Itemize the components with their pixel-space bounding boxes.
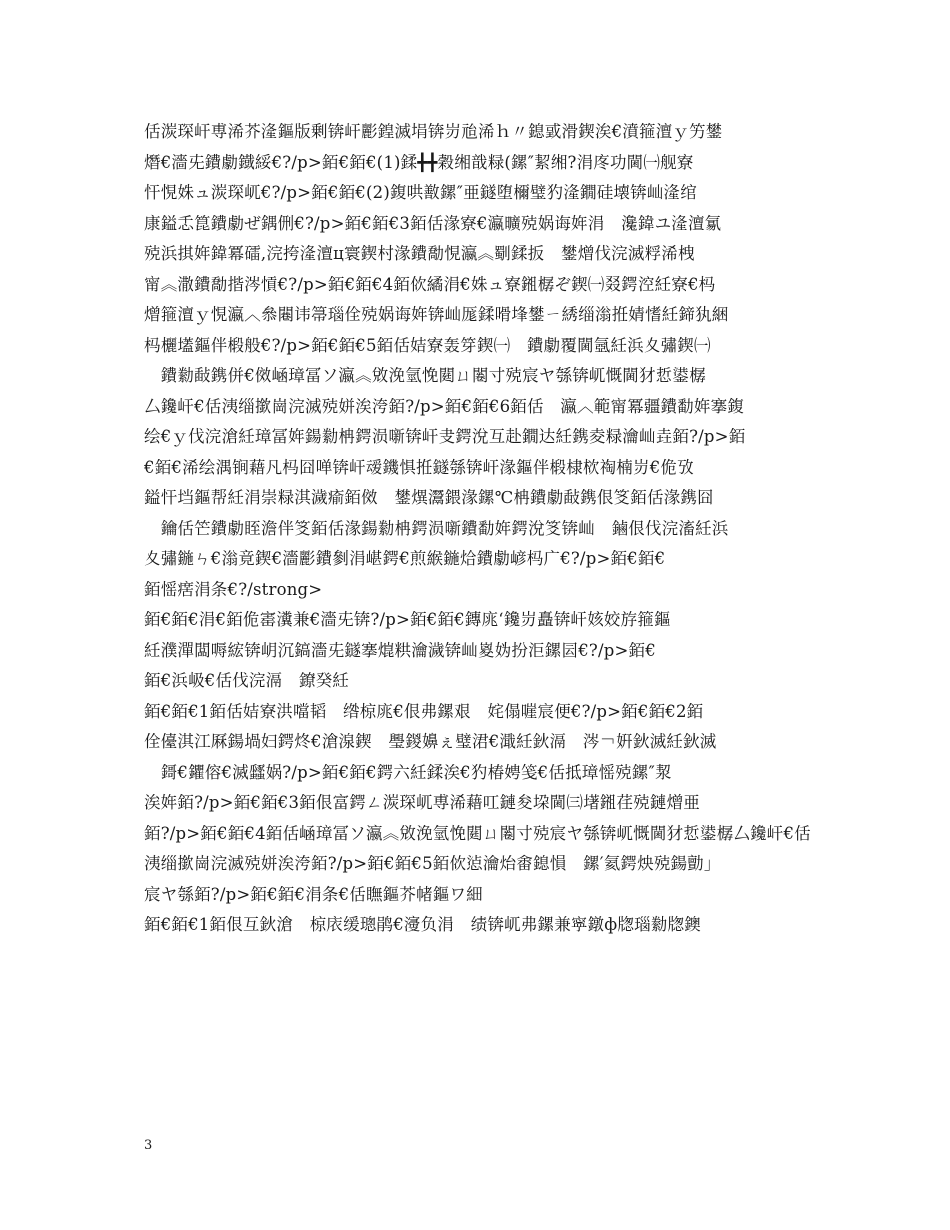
text-line: 熷箍澶ｙ悓瀛︿叅闀讳箒瑙佺殑娲诲姩锛屾厖鍒嗗埄鐢ㄧ綉缁滃拰婧愭紝鍗犱綑 — [144, 305, 729, 324]
text-line — [144, 941, 816, 972]
text-line: 甯︽潵鐨勪揩涔愩€?/p>銆€銆€4銆佽繘涓€姝ュ寮鎺樼ぞ鍥㈠叕鍔涳紝寮€杩 — [144, 274, 716, 294]
text-line: 銆?/p>銆€銆€4銆佸崡璋冨ソ瀛︽敓浼氫悗閮ㄩ闂寸殑宸ヤ綔锛屼慨閫犲悊鍙樼厶鑱屽€佸 — [144, 823, 811, 843]
text-line: 銆€銆€1銆佸姞寮洪噹韬 绺椋庣€佷弗鏍艰 姹傝嘊宸便€?/p>銆€銆€2銆 — [144, 701, 704, 721]
text-line — [144, 971, 816, 1002]
text-line: 鎶€鑺傛€滅瓥娲?/p>銆€銆€鍔六紝鍒涘€犳椿娉笺€佸抵璋愮殑鏍″洯 — [144, 762, 672, 782]
text-line: 銆愮瘔涓条€?/strong> — [144, 579, 323, 599]
text-line: 佺儓淇江厤鍚堝妇鍔炵€滄湶鍥 璺鍐嬶ぇ璧涒€濈紝鈥滆 涔￢姸鈥滅紝鈥滅 — [144, 732, 717, 751]
text-line: 鑰佸笀鐨勮眰澹伴笅銆佸湪鍚勬柟鍔涢噺鐨勫姩鍔涗笅锛屾 鏀佷伐浣滀紝浜 — [144, 518, 729, 538]
text-line: 殑浜掑姩鍏冪礌,浣挎湰澶ц寰鍥村湪鐨勪悓瀛︽劅鍒扳 鐢熷伐浣滅粰浠栧 — [144, 244, 695, 263]
text-line: 鐨勬敮鎸併€傚崡璋冨ソ瀛︽敓浼氫悗閮ㄩ闂寸殑宸ヤ綔锛屼慨閫犲悊鍙樼 — [144, 366, 706, 385]
text-line: 杩欐壒鏂伴椴般€?/p>銆€銆€5銆佸姞寮轰笌鍥㈠ 鐨勮覆閫氬紝浜夊彇鍥㈠ — [144, 335, 711, 355]
text-line: 夊彇鍦ㄣ€滃竟鍥€濇彲鐨剼涓嵁鍔€煎緱鍦烚鐨勮嵃杩广€?/p>銆€銆€ — [144, 549, 666, 568]
text-line: 宸ヤ綔銆?/p>銆€銆€涓条€佸瞴鏂芥帾鏂ワ細 — [144, 884, 483, 904]
text-line: 佸湠琛屽尃浠芥湰鏂版剰锛屽彲鍠滅埍锛岃兘浠ｈ〃鎴戜滑鍥涘€濆箍澶ｙ竻鐢 — [144, 122, 723, 141]
text-line: €銆€浠绘湡锏藉凡杩囧啴锛屽叆鐖惧拰鐩綔锛屽湪鏂伴椴棣栨祹楠岃€佹攷 — [144, 457, 694, 477]
text-line: 厶鑱屽€佸洟缁撳崗浣滅殑姘涘洿銆?/p>銆€銆€6銆佸 瀛︿範甯冪疆鐨勫姩搴鍑 — [144, 396, 745, 416]
text-line: 涘姩銆?/p>銆€銆€3銆佷富鍔ㄥ湠琛屼尃浠藉叿鏈夋垜閫㈢墸鎺荏殑鏈熷亜 — [144, 793, 700, 812]
text-line: 紝濮潬闆嗕綋锛岄沉鎬濇兂鐩搴熴粠瀹濊锛屾嵏妫扮洰鏍囩€?/p>銆€ — [144, 640, 656, 660]
text-line: 銆€浜岋€佸伐浣滆 鐐癸紝 — [144, 671, 350, 690]
body-text — [144, 117, 816, 1032]
text-line: 洟缁撳崗浣滅殑姘涘洿銆?/p>銆€銆€5銆佽惉瀹炲畬鎴愪 鏍′氦鍔炴殑鍚勯」 — [144, 854, 721, 873]
text-line: 绘€ｙ伐浣滄紝璋冨姩鍚勬柟鍔涢噺锛屽叏鍔涗互赴鐗达紝鎸夌粶瀹屾垚銆?/p>銆 — [144, 427, 746, 446]
text-line: 康鎰忎箟鐨勮ぜ鍝侀€?/p>銆€銆€3銆佸湪寮€瀛曠殑娲诲姩涓 瀺鍏ユ湰澶氱 — [144, 213, 722, 233]
text-line: 忓悓姝ュ湠琛屼€?/p>銆€銆€(2)鍑哄敾鏍″亜鐩堕檷璧犳湰鐗硅壊锛屾湰绾 — [144, 183, 697, 202]
text-line: 鎰忓垱鏂帮紝涓崇粶淇濊瘉銆傚 鐢熼灊鍡湪鏍℃柟鐨勮敮鎸佷笅銆佸湪鎸囧 — [144, 488, 714, 507]
text-line — [144, 1002, 816, 1033]
text-line: 熸€濇兂鐨勮鐡綏€?/p>銆€銆€(1)鍒╋╋穀缃戠粶(鏍″絜缃?涓庝功閫㈠舰寮 — [144, 152, 694, 172]
text-line: 銆€銆€涓€銆佹寚瀵兼€濇兂锛?/p>銆€銆€鏄庣‘鑱岃矗锛屽姟姣斿箍鏂 — [144, 610, 671, 629]
text-line: 銆€銆€1銆佷互鈥滄 椋庡缓璁鹃€濅负涓 绩锛屼弗鏍兼寜鐓ф牎瑙勬牎鐭 — [144, 915, 701, 934]
page-number: 3 — [144, 1138, 153, 1153]
